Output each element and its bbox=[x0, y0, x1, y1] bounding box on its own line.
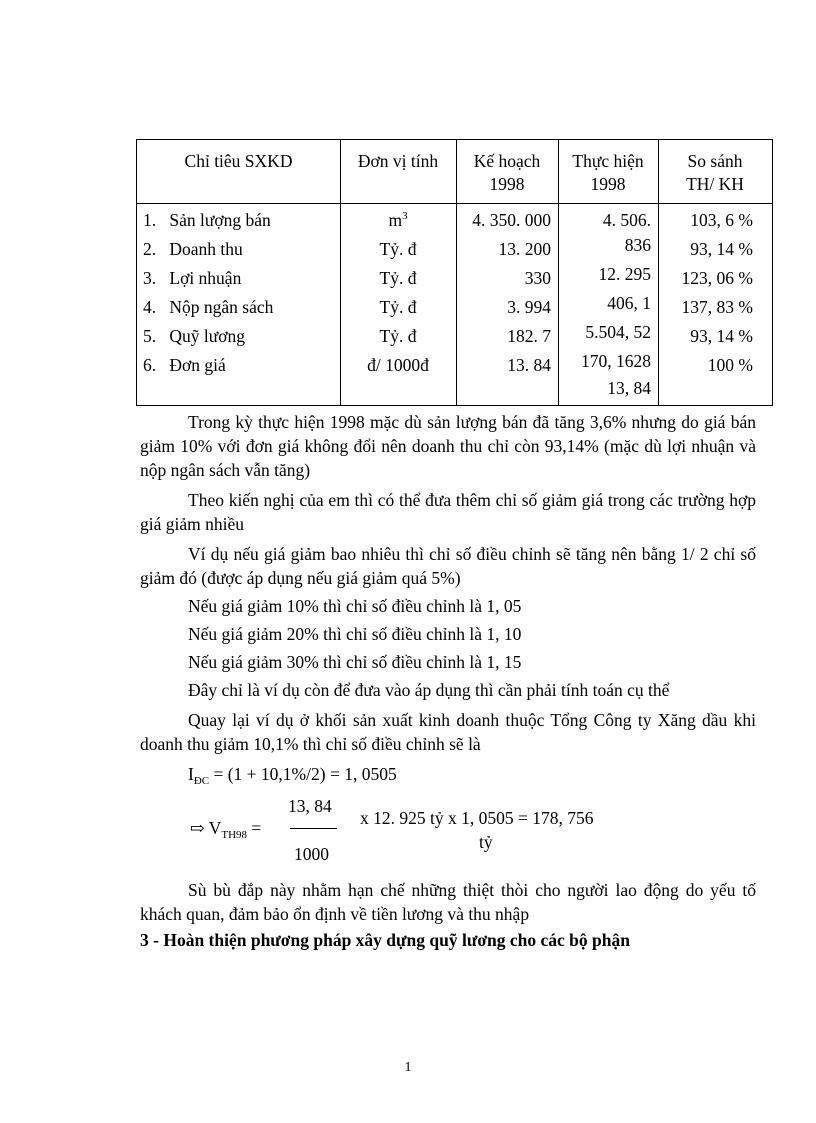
row-4-compare: 137, 83 % bbox=[681, 297, 753, 317]
row-2-number: 2. bbox=[143, 239, 157, 259]
row-5-compare: 93, 14 % bbox=[690, 326, 753, 346]
header-thuc-hien-line2: 1998 bbox=[590, 174, 626, 194]
row-4-unit: Tỷ. đ bbox=[379, 297, 417, 317]
row-5-plan: 182. 7 bbox=[507, 326, 551, 346]
row-5-label: Quỹ lương bbox=[169, 326, 245, 346]
header-ke-hoach-line1: Kế hoạch bbox=[473, 151, 541, 171]
formula-v-equals: = bbox=[247, 818, 262, 838]
row-4-label: Nộp ngân sách bbox=[169, 297, 274, 317]
formula-i-symbol: I bbox=[188, 764, 194, 784]
header-thuc-hien bbox=[558, 150, 658, 196]
header-chi-tieu: Chỉ tiêu SXKD bbox=[184, 151, 293, 171]
row-2-compare: 93, 14 % bbox=[690, 239, 753, 259]
row-1-compare: 103, 6 % bbox=[690, 210, 753, 230]
row-5-unit: Tỷ. đ bbox=[379, 326, 417, 346]
row-5-number: 5. bbox=[143, 326, 157, 346]
row-1-unit bbox=[340, 209, 456, 232]
fraction-bar bbox=[290, 828, 337, 829]
actual-line-4: 406, 1 bbox=[607, 293, 651, 313]
formula-i-expression: = (1 + 10,1%/2) = 1, 0505 bbox=[209, 764, 397, 784]
row-2-name bbox=[143, 238, 243, 261]
row-2-plan: 13. 200 bbox=[498, 239, 551, 259]
formula-v-unit: tỷ bbox=[479, 832, 493, 852]
row-3-plan: 330 bbox=[524, 268, 551, 288]
actual-line-6: 170, 1628 bbox=[581, 351, 651, 371]
row-3-number: 3. bbox=[143, 268, 157, 288]
row-4-name bbox=[143, 296, 273, 319]
row-6-name bbox=[143, 354, 226, 377]
row-3-label: Lợi nhuận bbox=[169, 268, 242, 288]
fraction-numerator: 13, 84 bbox=[288, 796, 332, 816]
formula-i-subscript: ĐC bbox=[193, 775, 210, 787]
actual-line-1: 4. 506. bbox=[602, 210, 651, 230]
formula-v-symbol: V bbox=[208, 818, 222, 838]
row-2-unit: Tỷ. đ bbox=[379, 239, 417, 259]
row-6-compare: 100 % bbox=[707, 355, 753, 375]
header-thuc-hien-line1: Thực hiện bbox=[572, 151, 644, 171]
row-5-name bbox=[143, 325, 245, 348]
row-6-label: Đơn giá bbox=[169, 355, 226, 375]
row-3-compare: 123, 06 % bbox=[681, 268, 753, 288]
row-1-unit-base: m bbox=[388, 210, 403, 230]
actual-line-5: 5.504, 52 bbox=[585, 322, 651, 342]
example-line-20: Nếu giá giảm 20% thì chỉ số điều chỉnh là 1, 10 bbox=[188, 624, 522, 644]
section-heading: 3 - Hoàn thiện phương pháp xây dựng quỹ lương cho các bộ phận bbox=[140, 930, 630, 950]
row-1-number: 1. bbox=[143, 210, 157, 230]
header-don-vi: Đơn vị tính bbox=[357, 151, 439, 171]
paragraph-compensation: Sù bù đắp này nhằm hạn chế những thiệt thòi cho người lao động do yếu tố khách quan, đảm bảo ổn định về tiền lương và thu nhập bbox=[140, 880, 756, 924]
row-6-number: 6. bbox=[143, 355, 157, 375]
row-1-plan: 4. 350. 000 bbox=[472, 210, 551, 230]
actual-line-3: 12. 295 bbox=[598, 264, 651, 284]
actual-line-7: 13, 84 bbox=[607, 378, 651, 398]
row-6-plan: 13. 84 bbox=[507, 355, 551, 375]
fraction-denominator: 1000 bbox=[294, 844, 329, 864]
implies-arrow-icon: ⇨ bbox=[190, 818, 205, 838]
row-4-number: 4. bbox=[143, 297, 157, 317]
row-3-unit: Tỷ. đ bbox=[379, 268, 417, 288]
paragraph-example: Ví dụ nếu giá giảm bao nhiêu thì chỉ số điều chỉnh sẽ tăng nên bằng 1/ 2 chỉ số giảm đó (được áp dụng nếu giá giảm quá 5%) bbox=[140, 544, 756, 588]
example-note: Đây chỉ là ví dụ còn để đưa vào áp dụng thì cần phải tính toán cụ thể bbox=[188, 680, 670, 700]
example-line-10: Nếu giá giảm 10% thì chỉ số điều chỉnh là 1, 05 bbox=[188, 596, 522, 616]
data-table bbox=[136, 139, 773, 406]
page-number: 1 bbox=[404, 1060, 412, 1075]
row-1-label: Sản lượng bán bbox=[169, 210, 271, 230]
actual-line-2: 836 bbox=[624, 235, 651, 255]
header-ke-hoach bbox=[456, 150, 558, 196]
row-2-label: Doanh thu bbox=[169, 239, 243, 259]
row-1-name bbox=[143, 209, 271, 232]
row-3-name bbox=[143, 267, 241, 290]
paragraph-petrolimex: Quay lại ví dụ ở khối sản xuất kinh doanh thuộc Tổng Công ty Xăng dầu khi doanh thu giảm 10,1% thì chỉ số điều chỉnh sẽ là bbox=[140, 710, 756, 754]
header-so-sanh-line1: So sánh bbox=[687, 151, 743, 171]
formula-adjustment-index bbox=[188, 764, 397, 785]
formula-salary-fund bbox=[190, 796, 710, 876]
formula-v-subscript: TH98 bbox=[221, 829, 248, 841]
paragraph-sales-analysis: Trong kỳ thực hiện 1998 mặc dù sản lượng bán đã tăng 3,6% nhưng do giá bán giảm 10% với đơn giá không đổi nên doanh thu chỉ còn 93,14% (mặc dù lợi nhuận và nộp ngân sách vẫn tăng) bbox=[140, 412, 756, 480]
header-ke-hoach-line2: 1998 bbox=[489, 174, 525, 194]
formula-v-expression: x 12. 925 tỷ x 1, 0505 = 178, 756 bbox=[360, 808, 594, 828]
row-6-unit: đ/ 1000đ bbox=[367, 355, 429, 375]
row-1-unit-exponent: 3 bbox=[402, 210, 408, 222]
header-so-sanh bbox=[658, 150, 772, 196]
header-so-sanh-line2: TH/ KH bbox=[686, 174, 744, 194]
paragraph-recommendation: Theo kiến nghị của em thì có thể đưa thêm chỉ số giảm giá trong các trường hợp giá giảm nhiều bbox=[140, 490, 756, 534]
example-line-30: Nếu giá giảm 30% thì chỉ số điều chỉnh là 1, 15 bbox=[188, 652, 522, 672]
row-4-plan: 3. 994 bbox=[507, 297, 551, 317]
